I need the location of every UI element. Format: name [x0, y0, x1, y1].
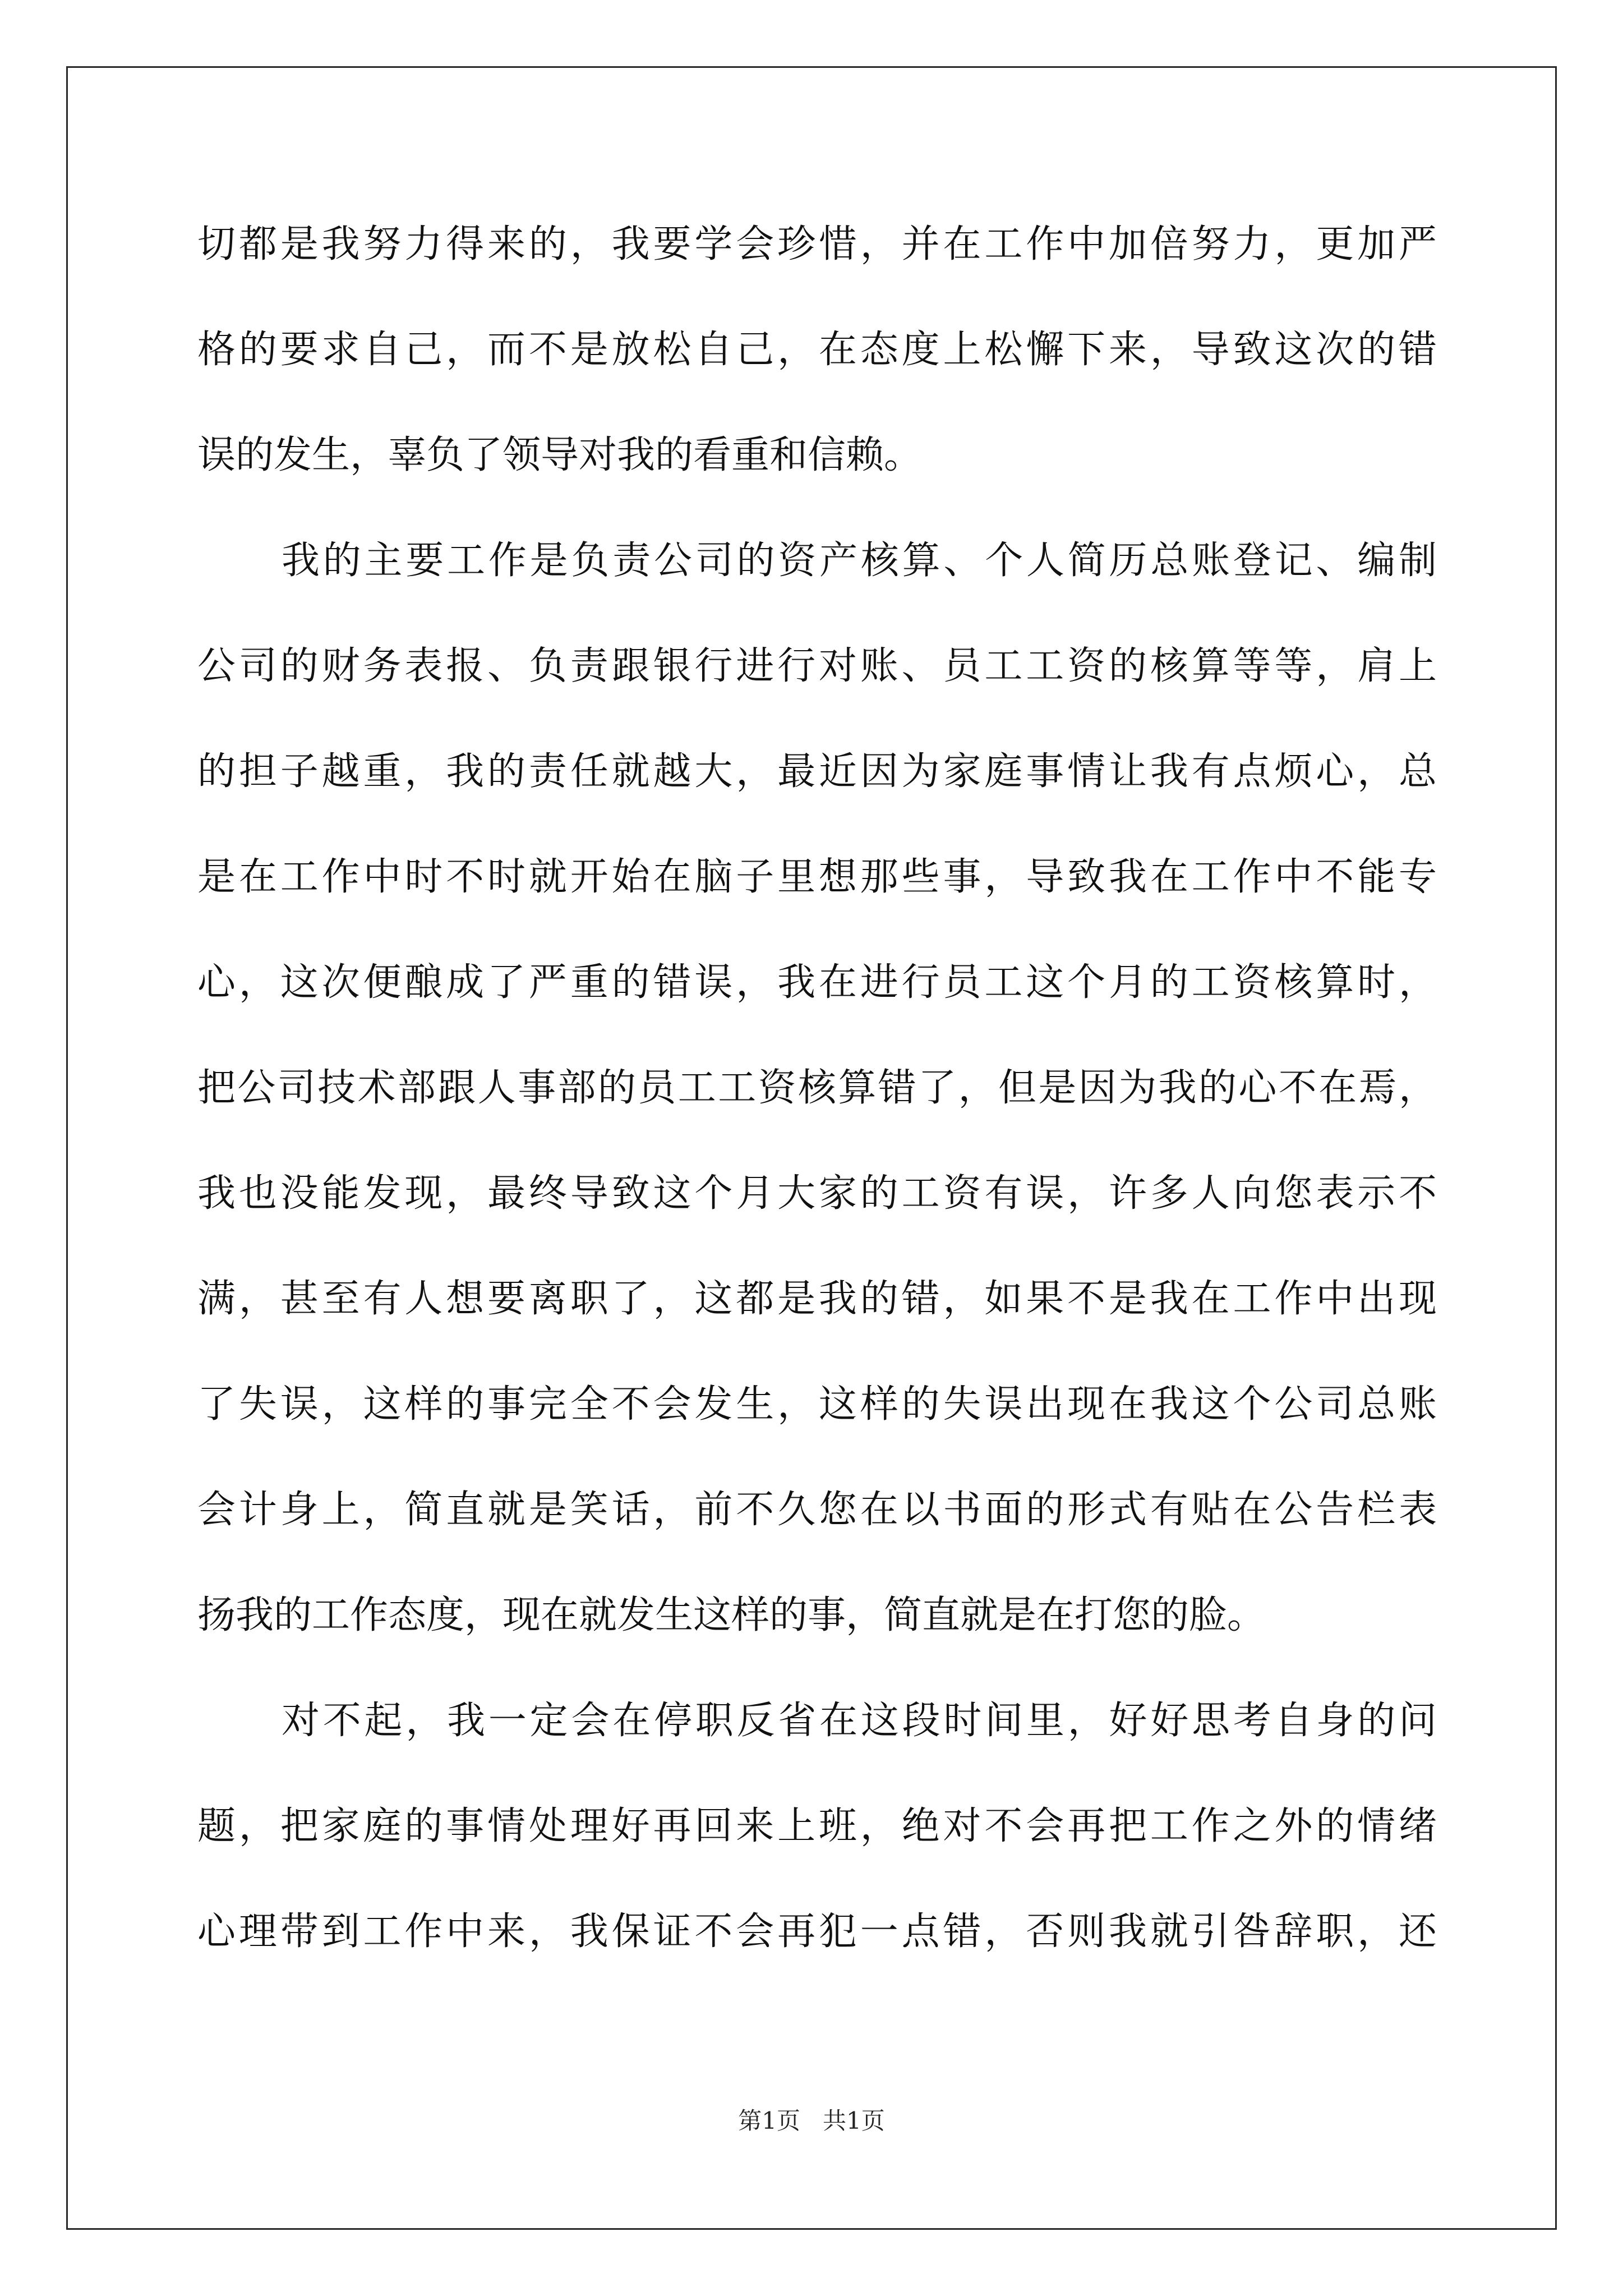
- text-line: 题，把家庭的事情处理好再回来上班，绝对不会再把工作之外的情绪: [197, 1804, 1437, 1848]
- text-line: 的担子越重，我的责任就越大，最近因为家庭事情让我有点烦心，总: [197, 749, 1437, 794]
- page-total: 共1页: [823, 2107, 885, 2134]
- text-line: 是在工作中时不时就开始在脑子里想那些事，导致我在工作中不能专: [197, 855, 1437, 899]
- text-line: 扬我的工作态度，现在就发生这样的事，简直就是在打您的脸。: [197, 1593, 1266, 1637]
- text-line: 切都是我努力得来的，我要学会珍惜，并在工作中加倍努力，更加严: [197, 222, 1437, 266]
- text-line: 心，这次便酿成了严重的错误，我在进行员工这个月的工资核算时，: [197, 960, 1437, 1005]
- text-line: 把公司技术部跟人事部的员工工资核算错了，但是因为我的心不在焉，: [197, 1066, 1437, 1110]
- page-number: 第1页: [738, 2107, 800, 2134]
- page-footer: [0, 2099, 1623, 2143]
- text-line: 公司的财务表报、负责跟银行进行对账、员工工资的核算等等，肩上: [197, 644, 1437, 688]
- text-line: 满，甚至有人想要离职了，这都是我的错，如果不是我在工作中出现: [197, 1277, 1437, 1321]
- text-line: 会计身上，简直就是笑话，前不久您在以书面的形式有贴在公告栏表: [197, 1488, 1437, 1532]
- text-line: 心理带到工作中来，我保证不会再犯一点错，否则我就引咎辞职，还: [197, 1910, 1437, 1954]
- text-line: 我也没能发现，最终导致这个月大家的工资有误，许多人向您表示不: [197, 1171, 1437, 1216]
- text-line: 对不起，我一定会在停职反省在这段时间里，好好思考自身的问: [282, 1699, 1437, 1743]
- text-line: 格的要求自己，而不是放松自己，在态度上松懈下来，导致这次的错: [197, 328, 1437, 372]
- text-line: 了失误，这样的事完全不会发生，这样的失误出现在我这个公司总账: [197, 1382, 1437, 1427]
- text-line: 误的发生，辜负了领导对我的看重和信赖。: [197, 433, 923, 477]
- text-line: 我的主要工作是负责公司的资产核算、个人简历总账登记、编制: [282, 539, 1437, 583]
